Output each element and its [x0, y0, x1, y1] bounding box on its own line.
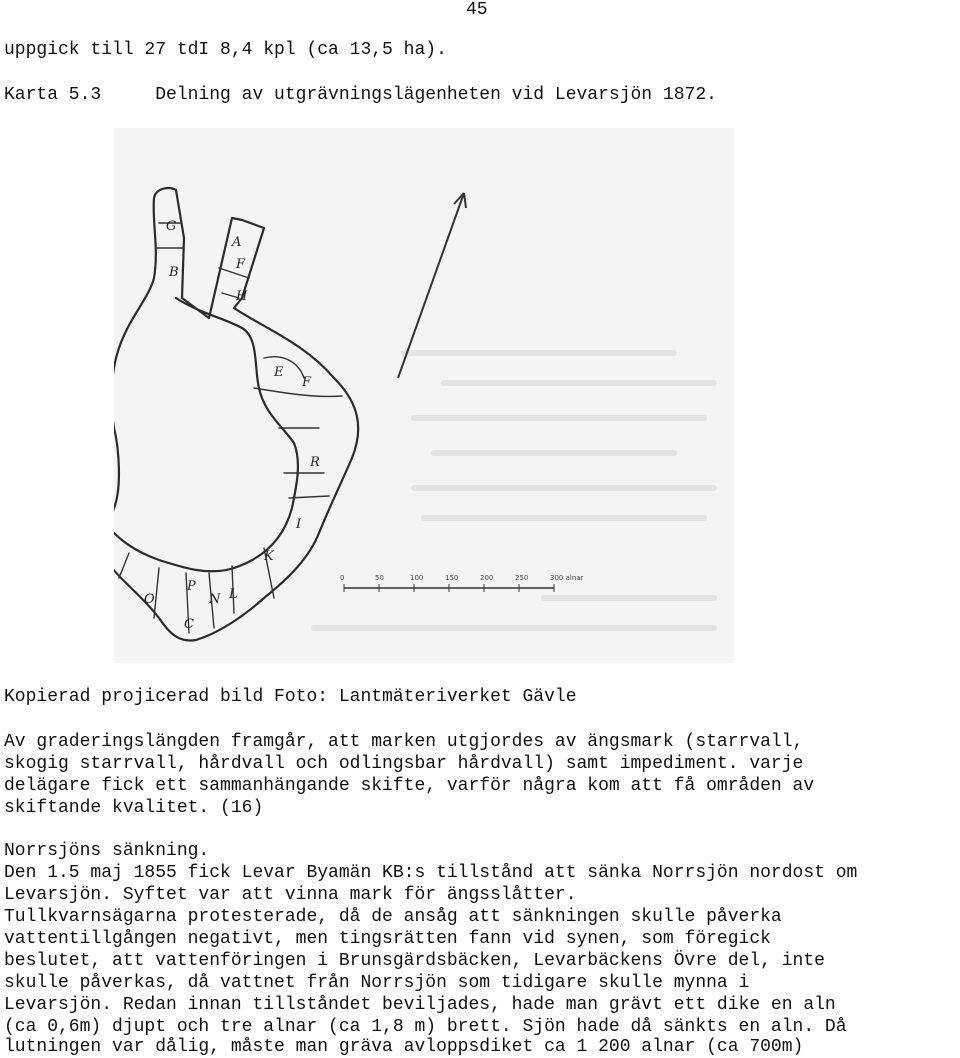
plot-label: A: [232, 235, 242, 250]
text-line: delägare fick ett sammanhängande skifte, varför några kom att få områden av: [4, 776, 815, 796]
plot-label: H: [236, 289, 248, 304]
text-line: Den 1.5 maj 1855 fick Levar Byamän KB:s tillstånd att sänka Norrsjön nordost om: [4, 863, 858, 883]
plot-label: K: [264, 549, 274, 564]
text-line: Levarsjön. Syftet var att vinna mark för ängsslåtter.: [4, 885, 577, 905]
section-heading: Norrsjöns sänkning.: [4, 841, 210, 861]
plot-label: L: [229, 587, 238, 602]
plot-label: B: [169, 265, 179, 280]
plot-label: G: [166, 219, 177, 234]
text-line: vattentillgången negativt, men tingsrätten fann vid synen, som föregick: [4, 929, 771, 949]
plot-label: F: [302, 375, 312, 390]
text-line: skogig starrvall, hårdvall och odlingsbar hårdvall) samt impediment. varje: [4, 754, 804, 774]
plot-label: F: [236, 257, 246, 272]
text-line: beslutet, att vattenföringen i Brunsgärdsbäcken, Levarbäckens Övre del, inte: [4, 951, 825, 971]
plot-label: R: [310, 455, 320, 470]
text-line: skiftande kvalitet. (16): [4, 798, 264, 818]
scale-label: 0: [340, 574, 345, 582]
page-number: 45: [466, 0, 488, 20]
plot-label: N: [209, 592, 221, 607]
plot-label: O: [144, 592, 155, 607]
map-background: [114, 128, 734, 663]
map-figure: [114, 128, 734, 663]
scale-label: 100: [410, 574, 424, 582]
scale-label: 200: [480, 574, 494, 582]
text-line: Av graderingslängden framgår, att marken utgjordes av ängsmark (starrvall,: [4, 732, 804, 752]
text-line: Tullkvarnsägarna protesterade, då de ansåg att sänkningen skulle påverka: [4, 907, 782, 927]
plot-label: I: [296, 517, 302, 532]
scale-label: 150: [445, 574, 459, 582]
plot-label: P: [187, 579, 196, 594]
intro-line: uppgick till 27 tdI 8,4 kpl (ca 13,5 ha).: [4, 40, 447, 60]
map-caption: Karta 5.3 Delning av utgrävningslägenheten vid Levarsjön 1872.: [4, 85, 717, 105]
scale-label: 250: [515, 574, 529, 582]
scale-label: 50: [375, 574, 384, 582]
plot-label: E: [274, 365, 284, 380]
text-line: Levarsjön. Redan innan tillståndet beviljades, hade man grävt ett dike en aln: [4, 995, 836, 1015]
text-line: (ca 0,6m) djupt och tre alnar (ca 1,8 m) brett. Sjön hade då sänkts en aln. Då: [4, 1017, 847, 1037]
map-drawing: [114, 128, 734, 663]
text-line: skulle påverkas, då vattnet från Norrsjön som tidigare skulle mynna i: [4, 973, 750, 993]
text-line: lutningen var dålig, måste man gräva avloppsdiket ca 1 200 alnar (ca 700m): [4, 1037, 804, 1057]
photo-credit: Kopierad projicerad bild Foto: Lantmäteriverket Gävle: [4, 687, 577, 707]
scale-label: 300 alnar: [550, 574, 584, 582]
plot-label: C: [184, 617, 194, 632]
